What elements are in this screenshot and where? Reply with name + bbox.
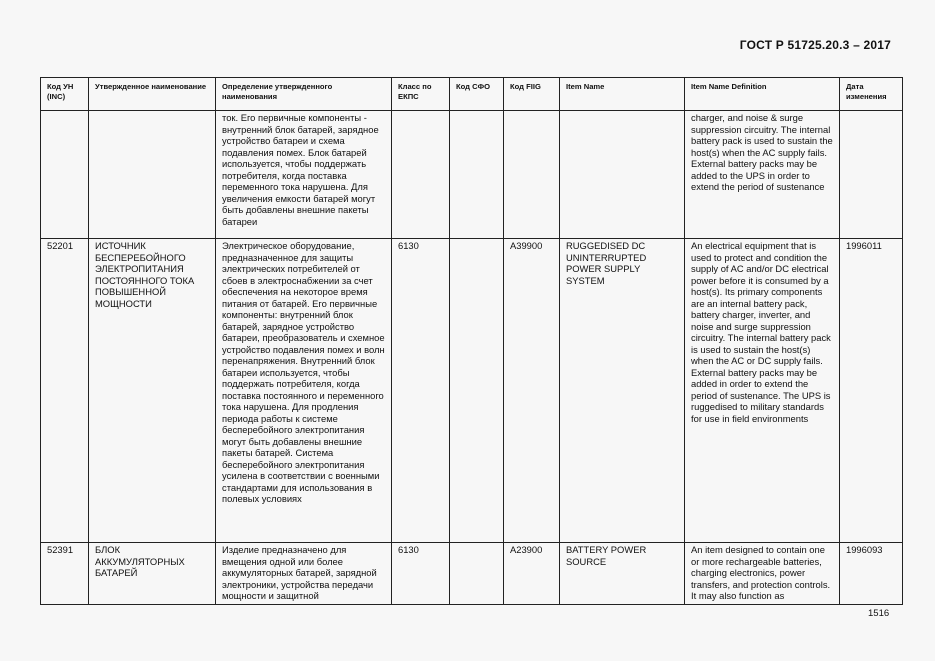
cell-name-ru: БЛОК АККУМУЛЯТОРНЫХ БАТАРЕЙ <box>89 543 216 605</box>
table-row <box>41 543 903 605</box>
table-row <box>41 239 903 543</box>
page-number: 1516 <box>868 608 890 619</box>
cell-sfo <box>450 543 504 605</box>
cell-sfo <box>450 239 504 543</box>
col-header-fiig: Код FIIG <box>504 78 560 111</box>
cell-item-definition: An electrical equipment that is used to protect and condition the supply of AC and/or DC electrical power before it is consumed by a host(s). Its primary components are an internal battery pack, battery charger, inverter, and noise and surge suppression circuitry. The internal battery pack is used to sustain the host(s) when the AC or DC supply fails. External battery packs may be added in order to extend the period of sustenance. The UPS is ruggedised to military standards for use in field environments <box>685 239 840 543</box>
table-header-row <box>41 78 903 111</box>
cell-definition-ru: Изделие предназначено для вмещения одной или более аккумуляторных батарей, зарядной электроники, устройства передачи мощности и защитной <box>216 543 392 605</box>
col-header-ekps: Класс по ЕКПС <box>392 78 450 111</box>
document-id: ГОСТ Р 51725.20.3 – 2017 <box>739 38 891 52</box>
col-header-item-name: Item Name <box>560 78 685 111</box>
col-header-sfo: Код СФО <box>450 78 504 111</box>
cell-name-ru: ИСТОЧНИК БЕСПЕРЕБОЙНОГО ЭЛЕКТРОПИТАНИЯ ПОСТОЯННОГО ТОКА ПОВЫШЕННОЙ МОЩНОСТИ <box>89 239 216 543</box>
cell-definition-ru: Электрическое оборудование, предназначенное для защиты электрических потребителей от сбоев в электроснабжении за счет обеспечения на некоторое время питания от батарей. Его первичные компоненты: внутренний блок батарей, зарядное устройство батареи, преобразователь и схемное устройство подавления помех и волн перенапряжения. Внутренний блок батареи используется, чтобы поддержать потребителя, когда поставка постоянного и переменного тока нарушена. Для продления периода работы к системе бесперебойного электропитания могут быть добавлены внешние пакеты батарей. Система бесперебойного электропитания усилена в соответствии с военными стандартами для использования в полевых условиях <box>216 239 392 543</box>
col-header-definition-ru: Определение утвержденного наименования <box>216 78 392 111</box>
cell-fiig: A23900 <box>504 543 560 605</box>
cell-fiig: A39900 <box>504 239 560 543</box>
col-header-inc: Код УН (INC) <box>41 78 89 111</box>
cell-fiig <box>504 111 560 239</box>
catalog-table <box>40 77 903 605</box>
cell-date: 1996093 <box>840 543 903 605</box>
cell-definition-ru: ток. Его первичные компоненты - внутренний блок батарей, зарядное устройство батареи и схема подавления помех. Блок батарей используется, чтобы поддержать потребителя, когда поставка переменного тока нарушена. Для увеличения емкости батарей могут быть добавлены внешние пакеты батареи <box>216 111 392 239</box>
col-header-date: Дата изменения <box>840 78 903 111</box>
cell-date: 1996011 <box>840 239 903 543</box>
cell-date <box>840 111 903 239</box>
table-row <box>41 111 903 239</box>
cell-item-name: RUGGEDISED DC UNINTERRUPTED POWER SUPPLY SYSTEM <box>560 239 685 543</box>
cell-item-name <box>560 111 685 239</box>
cell-sfo <box>450 111 504 239</box>
cell-inc: 52391 <box>41 543 89 605</box>
col-header-name-ru: Утвержденное наименование <box>89 78 216 111</box>
cell-ekps <box>392 111 450 239</box>
cell-ekps: 6130 <box>392 239 450 543</box>
cell-ekps: 6130 <box>392 543 450 605</box>
cell-item-name: BATTERY POWER SOURCE <box>560 543 685 605</box>
cell-inc: 52201 <box>41 239 89 543</box>
cell-item-definition: An item designed to contain one or more rechargeable batteries, charging electronics, power transfers, and protection controls. It may also function as <box>685 543 840 605</box>
cell-inc <box>41 111 89 239</box>
col-header-item-definition: Item Name Definition <box>685 78 840 111</box>
cell-item-definition: charger, and noise & surge suppression circuitry. The internal battery pack is used to sustain the host(s) when the AC supply fails. External battery packs may be added to the UPS in order to extend the period of sustenance <box>685 111 840 239</box>
cell-name-ru <box>89 111 216 239</box>
